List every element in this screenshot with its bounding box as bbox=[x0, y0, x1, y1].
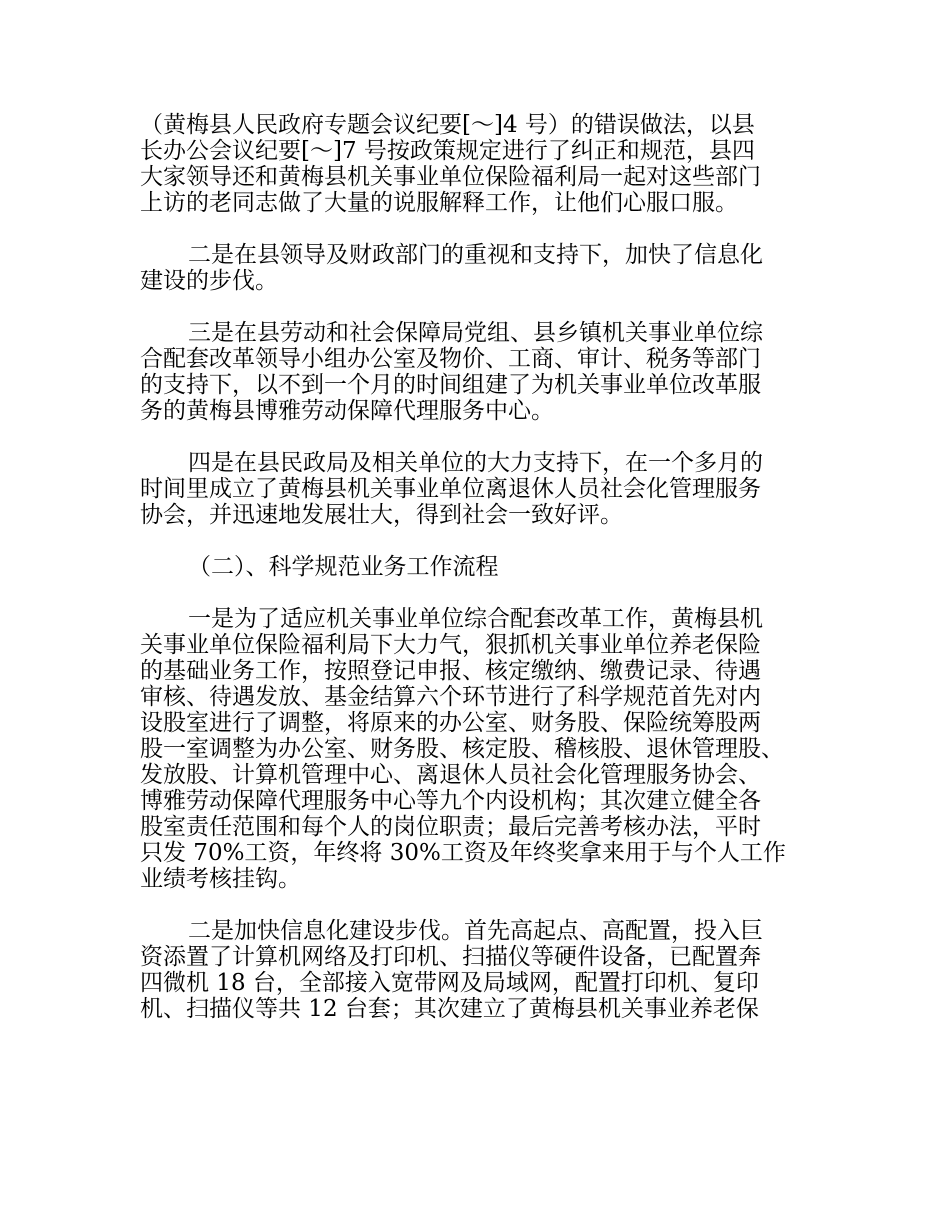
paragraph-workflow-two bbox=[140, 918, 830, 1022]
paragraph-point-three bbox=[140, 320, 830, 424]
text-line: 股室责任范围和每个人的岗位职责；最后完善考核办法，平时 bbox=[140, 814, 761, 840]
text-line: 的支持下，以不到一个月的时间组建了为机关事业单位改革服 bbox=[140, 372, 761, 398]
text-line: 务的黄梅县博雅劳动保障代理服务中心。 bbox=[140, 398, 554, 424]
text-line: 审核、待遇发放、基金结算六个环节进行了科学规范首先对内 bbox=[140, 684, 761, 710]
text-line: 合配套改革领导小组办公室及物价、工商、审计、税务等部门 bbox=[140, 346, 761, 372]
text-line: 二是加快信息化建设步伐。首先高起点、高配置，投入巨 bbox=[188, 918, 763, 944]
paragraph-point-two bbox=[140, 242, 830, 294]
text-line: 关事业单位保险福利局下大力气，狠抓机关事业单位养老保险 bbox=[140, 632, 761, 658]
text-line: 协会，并迅速地发展壮大，得到社会一致好评。 bbox=[140, 502, 623, 528]
text-line: 建设的步伐。 bbox=[140, 268, 278, 294]
section-heading-text: （二）、科学规范业务工作流程 bbox=[188, 554, 499, 580]
text-line: 长办公会议纪要[～]7 号按政策规定进行了纠正和规范，县四 bbox=[140, 138, 755, 164]
text-line: 股一室调整为办公室、财务股、核定股、稽核股、退休管理股、 bbox=[140, 736, 784, 762]
paragraph-workflow-one bbox=[140, 606, 830, 892]
text-line: 一是为了适应机关事业单位综合配套改革工作，黄梅县机 bbox=[188, 606, 763, 632]
text-line: 只发 70%工资，年终将 30%工资及年终奖拿来用于与个人工作 bbox=[140, 840, 786, 866]
text-line: 上访的老同志做了大量的说服解释工作，让他们心服口服。 bbox=[140, 190, 738, 216]
paragraph-continuation bbox=[140, 112, 830, 216]
text-line: 大家领导还和黄梅县机关事业单位保险福利局一起对这些部门 bbox=[140, 164, 761, 190]
text-line: 的基础业务工作，按照登记申报、核定缴纳、缴费记录、待遇 bbox=[140, 658, 761, 684]
text-line: 四是在县民政局及相关单位的大力支持下，在一个多月的 bbox=[188, 450, 763, 476]
text-line: 机、扫描仪等共 12 台套；其次建立了黄梅县机关事业养老保 bbox=[140, 996, 759, 1022]
text-line: 发放股、计算机管理中心、离退休人员社会化管理服务协会、 bbox=[140, 762, 761, 788]
text-line: 二是在县领导及财政部门的重视和支持下，加快了信息化 bbox=[188, 242, 763, 268]
text-line: 博雅劳动保障代理服务中心等九个内设机构；其次建立健全各 bbox=[140, 788, 761, 814]
text-line: 四微机 18 台，全部接入宽带网及局域网，配置打印机、复印 bbox=[140, 970, 759, 996]
text-line: 设股室进行了调整，将原来的办公室、财务股、保险统筹股两 bbox=[140, 710, 761, 736]
document-body bbox=[140, 112, 830, 1048]
text-line: 业绩考核挂钩。 bbox=[140, 866, 301, 892]
section-heading bbox=[140, 554, 830, 580]
text-line: （黄梅县人民政府专题会议纪要[～]4 号）的错误做法，以县 bbox=[140, 112, 755, 138]
paragraph-point-four bbox=[140, 450, 830, 528]
text-line: 时间里成立了黄梅县机关事业单位离退休人员社会化管理服务 bbox=[140, 476, 761, 502]
text-line: 三是在县劳动和社会保障局党组、县乡镇机关事业单位综 bbox=[188, 320, 763, 346]
text-line: 资添置了计算机网络及打印机、扫描仪等硬件设备，已配置奔 bbox=[140, 944, 761, 970]
